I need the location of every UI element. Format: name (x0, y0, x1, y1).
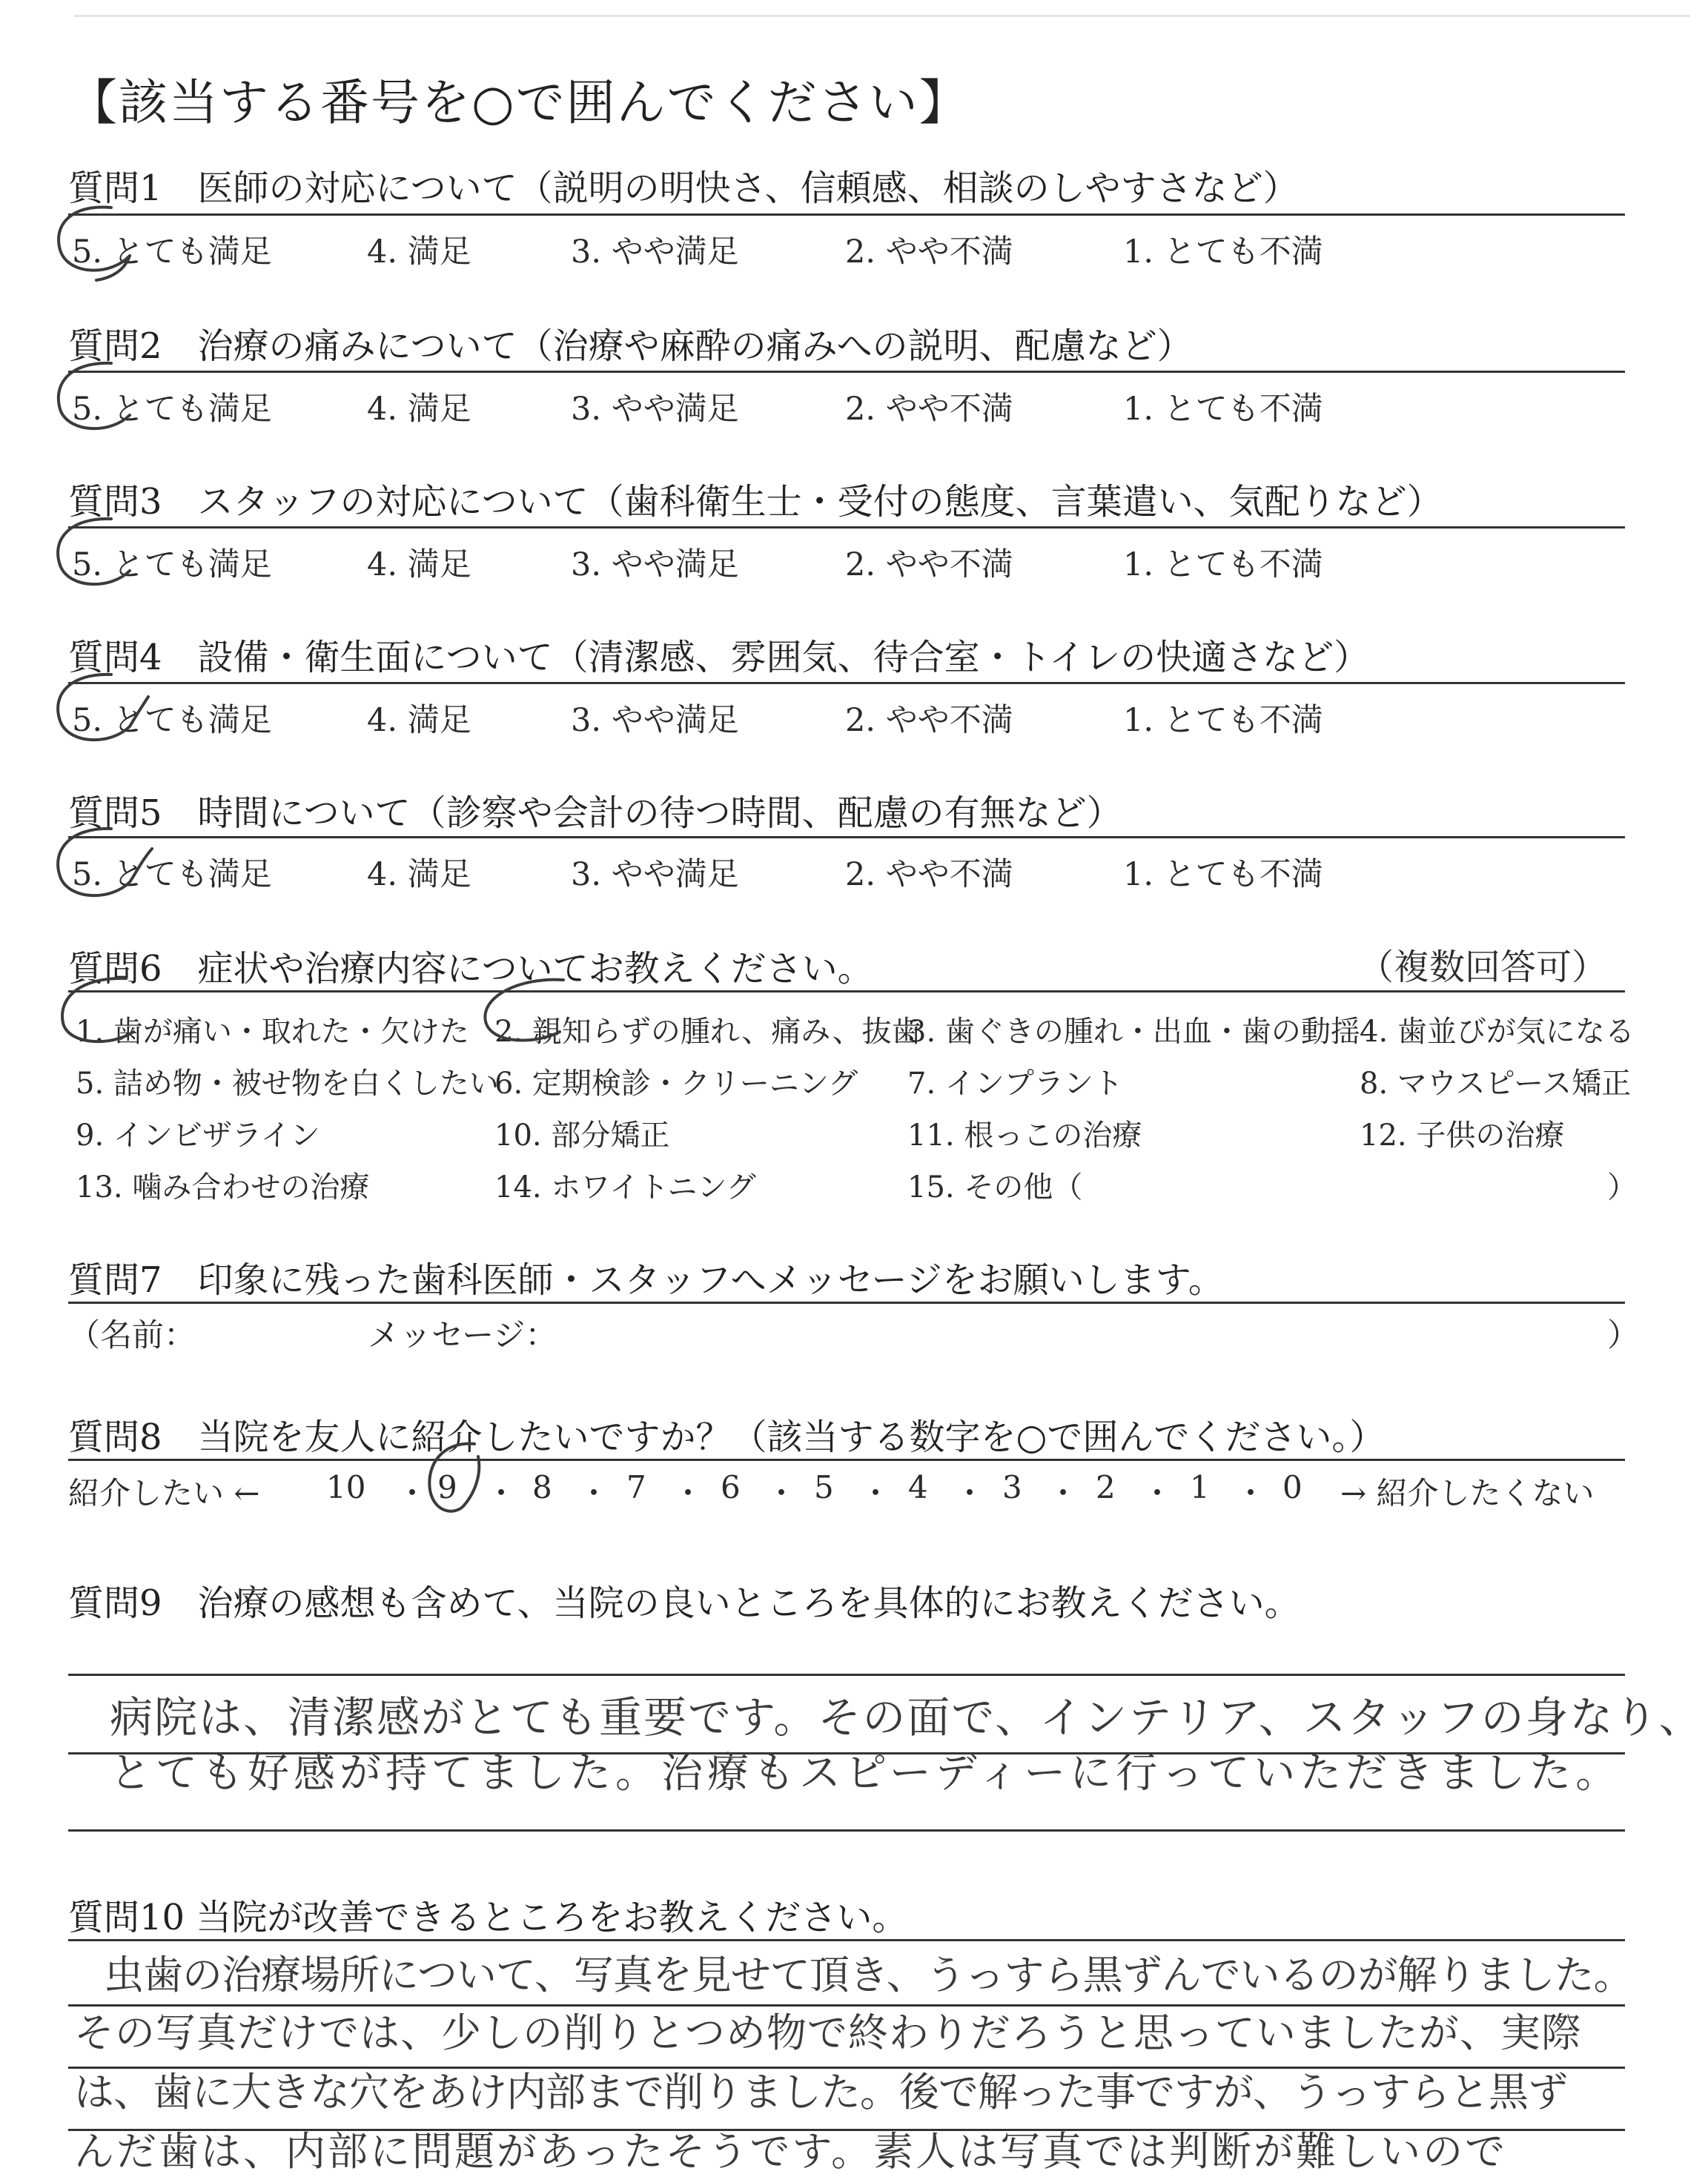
q8-score-5[interactable]: 5 (814, 1469, 834, 1505)
q8-separator: ・ (860, 1475, 892, 1511)
q3-title: 質問3 スタッフの対応について（歯科衛生士・受付の態度、言葉遣い、気配りなど） (68, 481, 1443, 523)
q3-option-5[interactable]: 5. とても満足 (72, 546, 272, 583)
q5-title: 質問5 時間について（診察や会計の待つ時間、配慮の有無など） (68, 792, 1122, 834)
q4-title: 質問4 設備・衛生面について（清潔感、雰囲気、待合室・トイレの快適さなど） (68, 637, 1370, 678)
q8-separator: ・ (1142, 1475, 1174, 1511)
q8-separator: ・ (672, 1475, 704, 1511)
q6-option-6[interactable]: 6. 定期検診・クリーニング (494, 1067, 858, 1101)
q1-rule (68, 213, 1625, 216)
q6-option-4[interactable]: 4. 歯並びが気になる (1360, 1015, 1635, 1049)
q2-option-3[interactable]: 3. やや満足 (571, 391, 739, 428)
q4-rule (68, 682, 1625, 684)
q8-separator: ・ (766, 1475, 798, 1511)
q8-score-0[interactable]: 0 (1282, 1469, 1302, 1505)
q10-handwritten-line-2: その写真だけでは、少しの削りとつめ物で終わりだろうと思っていましたが、実際 (74, 2009, 1582, 2056)
q2-title: 質問2 治療の痛みについて（治療や麻酔の痛みへの説明、配慮など） (68, 325, 1193, 367)
q1-option-1[interactable]: 1. とても不満 (1123, 233, 1323, 271)
q6-option-14[interactable]: 14. ホワイトニング (494, 1170, 756, 1205)
q8-separator: ・ (397, 1475, 428, 1511)
q2-option-5[interactable]: 5. とても満足 (72, 391, 272, 428)
q8-score-4[interactable]: 4 (908, 1469, 928, 1505)
q8-score-1[interactable]: 1 (1190, 1469, 1210, 1505)
q10-handwritten-line-4: んだ歯は、内部に問題があったそうです。素人は写真では判断が難しいので (74, 2128, 1508, 2175)
q8-score-2[interactable]: 2 (1096, 1469, 1116, 1505)
q10-title: 質問10 当院が改善できるところをお教えください。 (68, 1897, 908, 1938)
page-header: 【該当する番号を○で囲んでください】 (68, 74, 970, 131)
q6-option-15[interactable]: 15. その他（ (907, 1170, 1083, 1205)
q3-option-4[interactable]: 4. 満足 (367, 546, 471, 583)
q4-option-5[interactable]: 5. とても満足 (72, 702, 272, 739)
q7-title: 質問7 印象に残った歯科医師・スタッフへメッセージをお願いします。 (68, 1259, 1224, 1301)
q1-option-2[interactable]: 2. やや不満 (845, 233, 1013, 271)
q2-option-2[interactable]: 2. やや不満 (845, 391, 1013, 428)
q5-option-4[interactable]: 4. 満足 (367, 856, 471, 893)
q8-rule (68, 1459, 1625, 1461)
q3-option-2[interactable]: 2. やや不満 (845, 546, 1013, 583)
q4-option-1[interactable]: 1. とても不満 (1123, 702, 1323, 739)
q6-option-2[interactable]: 2. 親知らずの腫れ、痛み、抜歯 (494, 1015, 921, 1049)
q8-left-label: 紹介したい ← (68, 1475, 260, 1511)
q6-option-15-close: ） (1607, 1170, 1637, 1205)
q5-rule (68, 836, 1625, 838)
q8-score-7[interactable]: 7 (626, 1469, 646, 1505)
q3-option-3[interactable]: 3. やや満足 (571, 546, 739, 583)
q2-rule (68, 371, 1625, 373)
q6-option-10[interactable]: 10. 部分矯正 (494, 1119, 670, 1153)
q2-option-4[interactable]: 4. 満足 (367, 391, 471, 428)
q2-option-1[interactable]: 1. とても不満 (1123, 391, 1323, 428)
q9-title: 質問9 治療の感想も含めて、当院の良いところを具体的にお教えください。 (68, 1583, 1300, 1624)
q8-score-6[interactable]: 6 (721, 1469, 741, 1505)
q5-option-2[interactable]: 2. やや不満 (845, 856, 1013, 893)
q8-score-9[interactable]: 9 (437, 1469, 457, 1505)
q6-option-5[interactable]: 5. 詰め物・被せ物を白くしたい (76, 1067, 499, 1101)
q8-right-label: → 紹介したくない (1340, 1475, 1595, 1511)
q8-score-8[interactable]: 8 (532, 1469, 552, 1505)
q4-option-2[interactable]: 2. やや不満 (845, 702, 1013, 739)
q4-option-3[interactable]: 3. やや満足 (571, 702, 739, 739)
q8-score-10[interactable]: 10 (326, 1469, 366, 1505)
q8-separator: ・ (1047, 1475, 1079, 1511)
q1-title: 質問1 医師の対応について（説明の明快さ、信頼感、相談のしやすさなど） (68, 168, 1299, 209)
q9-answer-rule-3 (68, 1829, 1625, 1832)
q8-separator: ・ (486, 1475, 517, 1511)
q10-answer-rule-1 (68, 1939, 1625, 1941)
q7-rule (68, 1302, 1625, 1304)
q7-message-label: メッセージ： (368, 1317, 557, 1354)
q3-option-1[interactable]: 1. とても不満 (1123, 546, 1323, 583)
q6-option-12[interactable]: 12. 子供の治療 (1360, 1119, 1565, 1153)
q4-option-4[interactable]: 4. 満足 (367, 702, 471, 739)
q10-handwritten-line-1: 虫歯の治療場所について、写真を見せて頂き、うっすら黒ずんでいるのが解りました。 (104, 1952, 1633, 1998)
q6-option-1[interactable]: 1. 歯が痛い・取れた・欠けた (76, 1015, 469, 1049)
q8-separator: ・ (578, 1475, 610, 1511)
q6-rule (68, 990, 1625, 993)
q10-handwritten-line-3: は、歯に大きな穴をあけ内部まで削りました。後で解った事ですが、うっすらと黒ず (74, 2069, 1567, 2115)
q8-score-3[interactable]: 3 (1002, 1469, 1022, 1505)
q1-option-3[interactable]: 3. やや満足 (571, 233, 739, 271)
q6-option-3[interactable]: 3. 歯ぐきの腫れ・出血・歯の動揺 (907, 1015, 1360, 1049)
q9-answer-rule-1 (68, 1674, 1625, 1676)
q6-option-7[interactable]: 7. インプラント (907, 1067, 1123, 1101)
q6-option-11[interactable]: 11. 根っこの治療 (907, 1119, 1142, 1153)
q1-option-5[interactable]: 5. とても満足 (72, 233, 272, 271)
q7-close: ） (1607, 1317, 1639, 1354)
q1-option-4[interactable]: 4. 満足 (367, 233, 471, 271)
q5-option-1[interactable]: 1. とても不満 (1123, 856, 1323, 893)
q5-option-3[interactable]: 3. やや満足 (571, 856, 739, 893)
q9-handwritten-line-1: 病院は、清潔感がとても重要です。その面で、インテリア、スタッフの身なり、 (110, 1692, 1704, 1743)
q6-multiple-note: （複数回答可） (1358, 947, 1608, 988)
q5-option-5[interactable]: 5. とても満足 (72, 856, 272, 893)
q9-handwritten-line-2: とても好感が持てました。治療もスピーディーに行っていただきました。 (110, 1749, 1622, 1797)
q8-separator: ・ (1235, 1475, 1267, 1511)
q7-name-label: （名前： (68, 1317, 196, 1354)
scan-top-edge (74, 15, 1690, 17)
q8-title: 質問8 当院を友人に紹介したいですか？（該当する数字を○で囲んでください。） (68, 1416, 1386, 1458)
q6-option-8[interactable]: 8. マウスピース矯正 (1360, 1067, 1632, 1101)
q8-separator: ・ (954, 1475, 986, 1511)
q3-rule (68, 526, 1625, 528)
q6-title: 質問6 症状や治療内容についてお教えください。 (68, 948, 873, 990)
q6-option-13[interactable]: 13. 噛み合わせの治療 (76, 1170, 370, 1205)
q6-option-9[interactable]: 9. インビザライン (76, 1119, 320, 1153)
